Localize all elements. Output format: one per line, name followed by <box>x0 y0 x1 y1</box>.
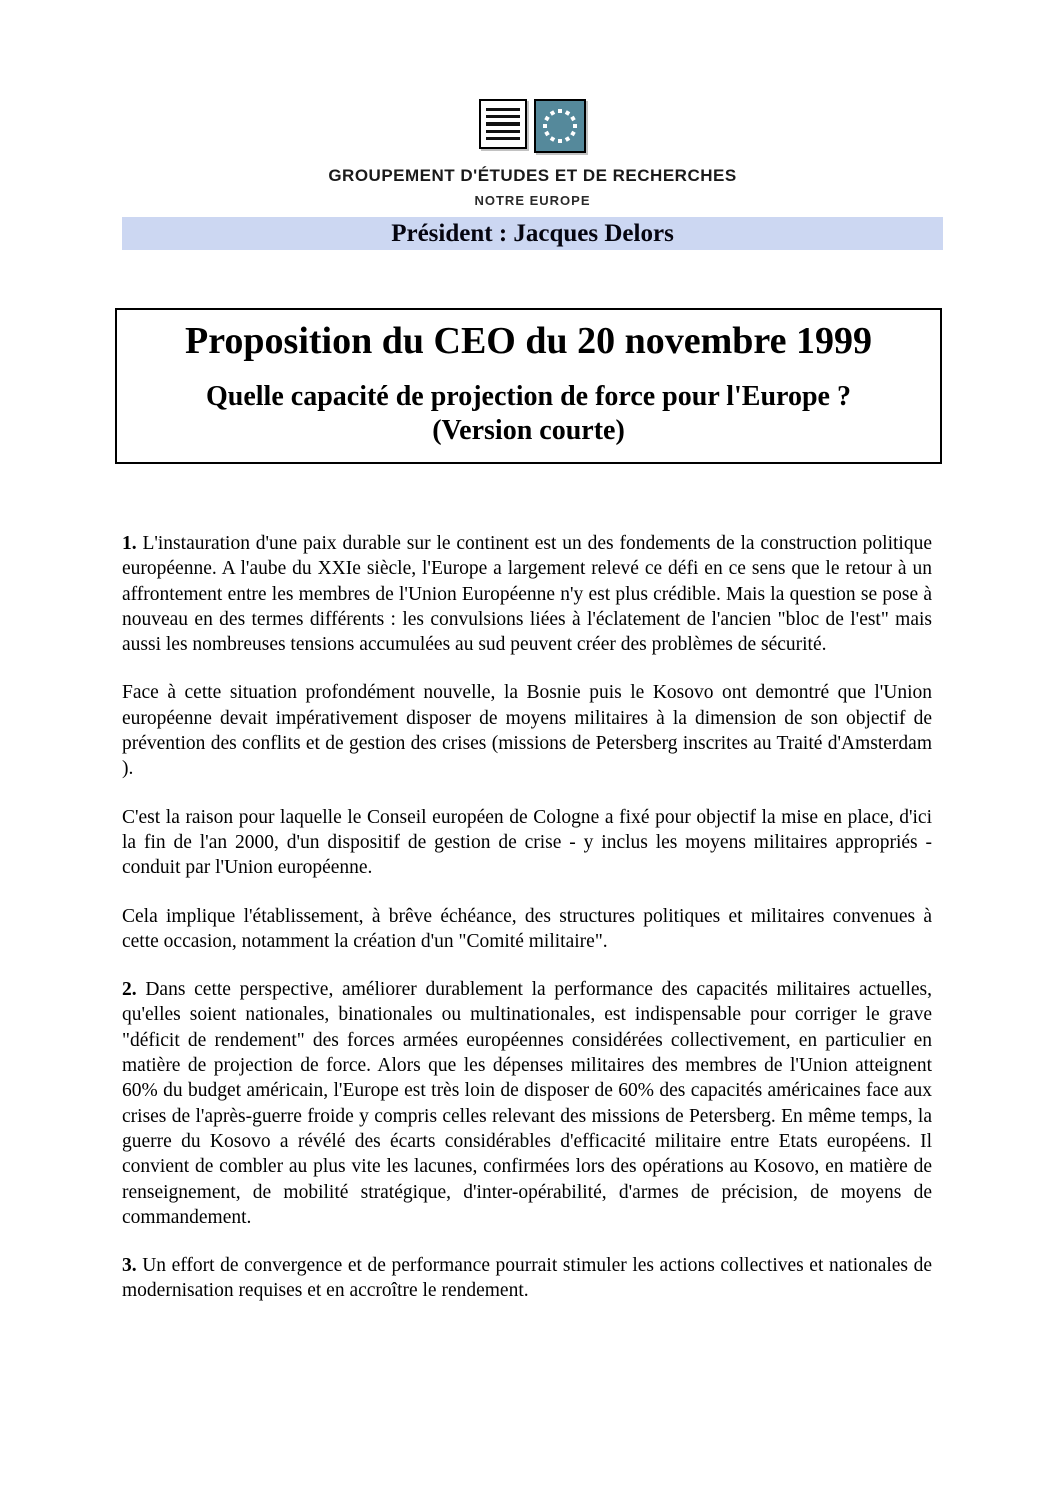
body-paragraph <box>122 680 932 781</box>
paragraph-number: 1. <box>122 533 137 554</box>
paragraph-text: Un effort de convergence et de performance pourrait stimuler les actions collectives et nationales de modernisation requises et en accroître le rendement. <box>122 1255 932 1302</box>
document-body <box>122 531 932 1327</box>
letterhead <box>122 0 943 250</box>
page-version: (Version courte) <box>432 415 625 446</box>
paragraph-number: 2. <box>122 979 137 1001</box>
body-paragraph <box>122 977 932 1230</box>
body-paragraph <box>122 531 932 657</box>
paragraph-text: Cela implique l'établissement, à brêve échéance, des structures politiques et militaires convenues à cette occasion, notamment la création d'un "Comité militaire". <box>122 905 932 952</box>
page-subtitle: Quelle capacité de projection de force pour l'Europe ? <box>206 381 851 412</box>
body-paragraph <box>122 904 932 955</box>
body-paragraph <box>122 1253 932 1304</box>
org-subtitle: NOTRE EUROPE <box>474 193 591 208</box>
title-box <box>115 308 942 464</box>
paragraph-text: Face à cette situation profondément nouvelle, la Bosnie puis le Kosovo ont demontré que l'Union européenne devait impérativement disposer de moyens militaires à la dimension de son objectif de prévention des conflits et de gestion des crises (missions de Petersberg inscrites au Traité d'Amsterdam ). <box>122 682 932 780</box>
paragraph-text: Dans cette perspective, améliorer durablement la performance des capacités militaires actuelles, qu'elles soient nationales, binationales ou multinationales, est indispensable pour corriger le grave "déficit de rendement" des forces armées européennes considérées collectivement, en particulier en matière de projection de force. Alors que les dépenses militaires des membres de l'Union atteignent 60% du budget américain, l'Europe est très loin de disposer de 60% des capacités américaines face aux crises de l'après-guerre froide y compris celles relevant des missions de Petersberg. En même temps, la guerre du Kosovo a révélé des écarts considérables d'efficacité militaire entre Etats européens. Il convient de combler au plus vite les lacunes, confirmées lors des opérations au Kosovo, en matière de renseignement, de mobilité stratégique, d'inter-opérabilité, d'armes de précision, de moyens de commandement. <box>122 979 932 1228</box>
body-paragraph <box>122 805 932 881</box>
president-banner: Président : Jacques Delors <box>122 217 943 250</box>
eu-stars-icon <box>534 99 586 153</box>
org-logo <box>122 99 943 153</box>
org-name: GROUPEMENT D'ÉTUDES ET DE RECHERCHES <box>328 166 737 185</box>
paragraph-text: C'est la raison pour laquelle le Conseil européen de Cologne a fixé pour objectif la mise en place, d'ici la fin de l'an 2000, d'un dispositif de gestion de crise - y inclus les moyens militaires appropriés - conduit par l'Union européenne. <box>122 806 932 879</box>
page-title: Proposition du CEO du 20 novembre 1999 <box>185 320 872 362</box>
document-lines-icon <box>479 99 527 149</box>
paragraph-text: L'instauration d'une paix durable sur le continent est un des fondements de la construction politique européenne. A l'aube du XXIe siècle, l'Europe a largement relevé ce défi en ce sens que le retour à un affrontement entre les membres de l'Union Européenne n'y est plus crédible. Mais la question se pose à nouveau en des termes différents : les convulsions liées à l'éclatement de l'ancien "bloc de l'est" mais aussi les nombreuses tensions accumulées au sud peuvent créer des problèmes de sécurité. <box>122 533 932 656</box>
paragraph-number: 3. <box>122 1255 137 1277</box>
